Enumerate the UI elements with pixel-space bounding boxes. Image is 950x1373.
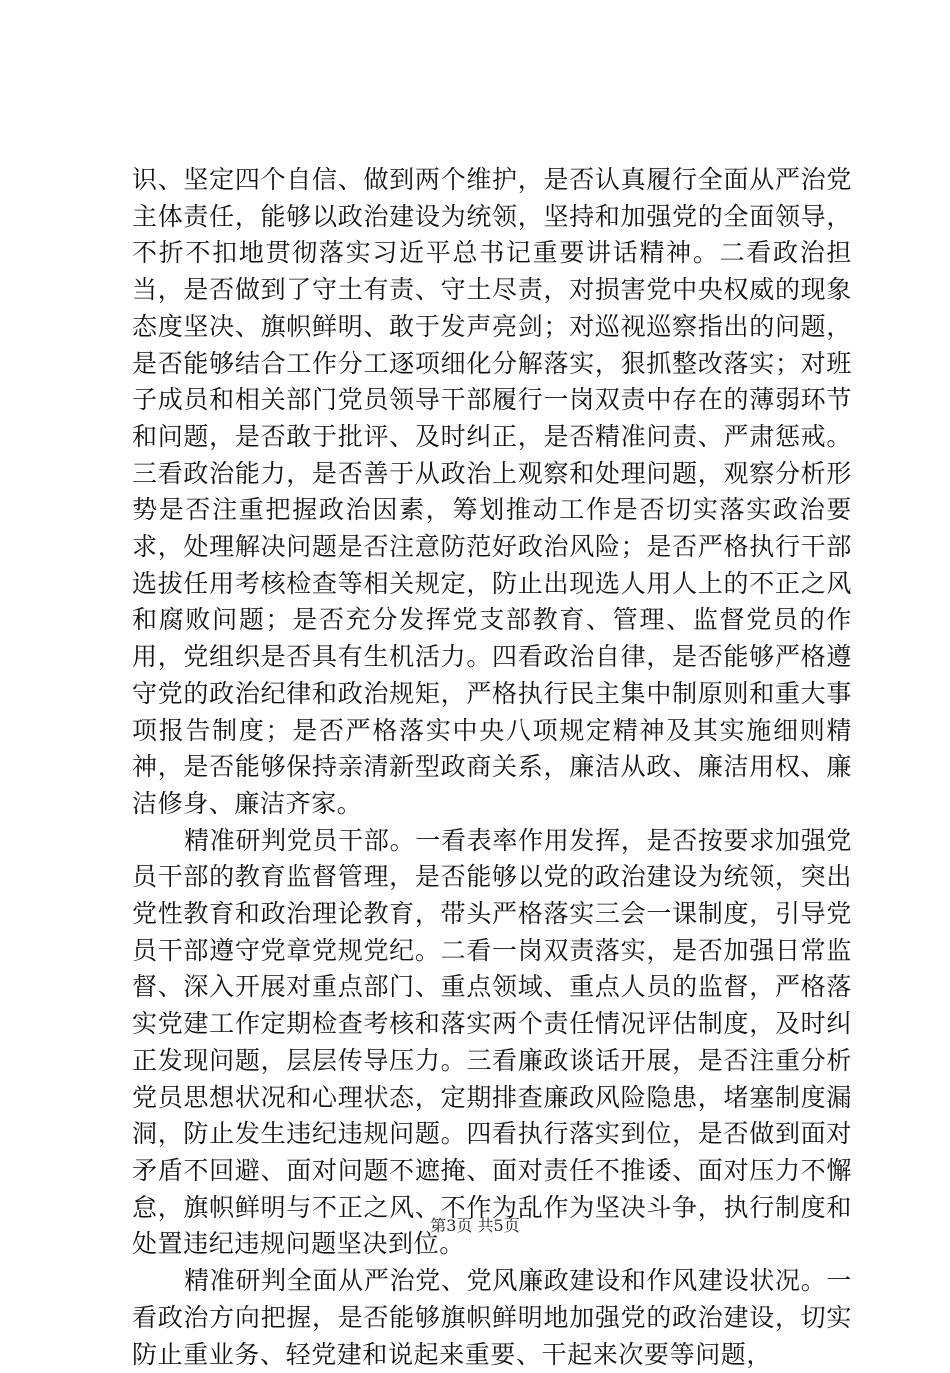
paragraph-2: 精准研判党员干部。一看表率作用发挥，是否按要求加强党员干部的教育监督管理，是否能够以党的政治建设为统领，突出党性教育和政治理论教育，带头严格落实三会一课制度，引导党员干部遵守党章党规党纪。二看一岗双责落实，是否加强日常监督、深入开展对重点部门、重点领域、重点人员的监督，严格落实党建工作定期检查考核和落实两个责任情况评估制度，及时纠正发现问题，层层传导压力。三看廉政谈话开展，是否注重分析党员思想状况和心理状态，定期排查廉政风险隐患，堵塞制度漏洞，防止发生违纪违规问题。四看执行落实到位，是否做到面对矛盾不回避、面对问题不遮掩、面对责任不推诿、面对压力不懈怠，旗帜鲜明与不正之风、不作为乱作为坚决斗争，执行制度和处置违纪违规问题坚决到位。	[132, 825, 852, 1259]
page-footer: 第3页 共5页	[430, 1216, 520, 1235]
paragraph-3: 精准研判全面从严治党、党风廉政建设和作风建设状况。一看政治方向把握，是否能够旗帜鲜明地加强党的政治建设，切实防止重业务、轻党建和说起来重要、干起来次要等问题，	[132, 1266, 852, 1369]
paragraph-1: 识、坚定四个自信、做到两个维护，是否认真履行全面从严治党主体责任，能够以政治建设为统领，坚持和加强党的全面领导，不折不扣地贯彻落实习近平总书记重要讲话精神。二看政治担当，是否做到了守土有责、守土尽责，对损害党中央权威的现象态度坚决、旗帜鲜明、敢于发声亮剑；对巡视巡察指出的问题，是否能够结合工作分工逐项细化分解落实，狠抓整改落实；对班子成员和相关部门党员领导干部履行一岗双责中存在的薄弱环节和问题，是否敢于批评、及时纠正，是否精准问责、严肃惩戒。三看政治能力，是否善于从政治上观察和处理问题，观察分析形势是否注重把握政治因素，筹划推动工作是否切实落实政治要求，处理解决问题是否注意防范好政治风险；是否严格执行干部选拔任用考核检查等相关规定，防止出现选人用人上的不正之风和腐败问题；是否充分发挥党支部教育、管理、监督党员的作用，党组织是否具有生机活力。四看政治自律，是否能够严格遵守党的政治纪律和政治规矩，严格执行民主集中制原则和重大事项报告制度；是否严格落实中央八项规定精神及其实施细则精神，是否能够保持亲清新型政商关系，廉洁从政、廉洁用权、廉洁修身、廉洁齐家。	[132, 165, 852, 818]
document-body	[132, 162, 852, 1373]
